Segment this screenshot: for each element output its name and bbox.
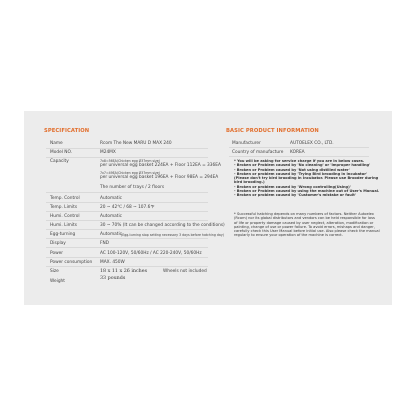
spec-value: per universal egg basket 224EA + Floor 112EA = 336EA <box>100 163 221 168</box>
note-line: - Broken or problem caused by 'Wrong controlling(Using)' <box>234 184 351 189</box>
note-line: (Rcom) nor its global distributors and vendors can be held responsible for loss <box>234 216 375 221</box>
note-line: * Successful hatching depends on many numbers of factors. Neither Autoelex <box>234 212 374 216</box>
divider <box>46 202 208 203</box>
divider <box>46 257 208 258</box>
spec-label: Name <box>50 141 63 146</box>
spec-label: Power <box>50 251 63 256</box>
spec-value: per universal egg basket 196EA + Floor 98EA = 294EA <box>100 175 219 180</box>
spec-label: Humi. Control <box>50 214 80 219</box>
info-value: AUTOELEX CO., LTD. <box>290 141 334 146</box>
spec-label: Size <box>50 269 59 274</box>
spec-panel <box>24 111 392 305</box>
note-line: - Broken or Problem caused by using the machine out of User's Manual. <box>234 189 380 194</box>
note-line: - Broken or Problem caused by 'Not using distilled water' <box>234 167 350 172</box>
divider <box>46 229 208 230</box>
note-line: (Please don't try bird brooding in Incubator. Please use Brooder during <box>234 176 379 181</box>
note-line: regularly to ensure your operation of the machine is correct. <box>234 233 343 238</box>
specification-title: SPECIFICATION <box>44 128 90 134</box>
info-label: Country of manufacture <box>232 150 284 155</box>
spec-value: 33 pounds <box>100 276 126 281</box>
divider <box>46 211 208 212</box>
spec-value: 20 ~ 42℃ / 68 ~ 107.6℉ <box>100 205 155 210</box>
divider <box>46 148 208 149</box>
basic-info-title: BASIC PRODUCT INFORMATION <box>226 128 319 134</box>
spec-value: 7x8=56EA(Chicken egg Ø37mm size) <box>100 159 160 163</box>
note-line: carefully check this User Manual before initial use. Also please check the manual <box>234 229 380 234</box>
note-line: - Broken or Problem caused by 'No cleaning' or 'Improper handling' <box>234 163 371 168</box>
spec-label: Display <box>50 241 66 246</box>
spec-label: Temp. Control <box>50 196 80 201</box>
divider <box>229 147 369 148</box>
spec-value: 30 ~ 70% (It can be changed according to the conditions) <box>100 223 225 228</box>
note-line: of life or property damage caused by user neglect, alteration, modification or <box>234 220 374 225</box>
note-line: - Broken or problem caused by 'Customer's mistake or fault' <box>234 193 356 198</box>
note-line: bird brooding.) <box>234 180 265 185</box>
spec-extra: Wheels not included <box>163 269 207 274</box>
note-line: - Broken or problem caused by 'Trying Bird brooding in Incubator' <box>234 171 368 176</box>
info-label: Manufacturer <box>232 141 261 146</box>
spec-label: Egg-turning <box>50 232 76 237</box>
spec-value: The number of trays / 2 floors <box>100 185 165 190</box>
spec-label: Humi. Limits <box>50 223 77 228</box>
spec-value: Rcom The New MARU D MAX 240 <box>100 141 172 146</box>
spec-note: (Egg-turning stop setting necessary 3 days before hatching day) <box>121 232 224 237</box>
spec-label: Power consumption <box>50 260 93 265</box>
spec-value: FND <box>100 241 109 246</box>
spec-label: Weight <box>50 279 65 284</box>
service-charge-notes <box>234 159 379 198</box>
note-line: * You will be asking for service charge if you are in below cases. <box>234 159 365 163</box>
divider <box>46 247 208 248</box>
spec-value: Automatic <box>100 196 123 201</box>
spec-value: MAX. 450W <box>100 260 125 265</box>
hatching-disclaimer <box>234 212 380 238</box>
spec-value: M24MX <box>100 150 116 155</box>
note-line: painting, change of use or power failure. To avoid errors, mishaps and danger, <box>234 224 375 229</box>
spec-label: Model NO. <box>50 150 73 155</box>
spec-value: 7x7=49EA(Chicken egg Ø37mm size) <box>100 171 160 175</box>
divider <box>229 156 369 157</box>
spec-label: Capacity <box>50 159 69 164</box>
divider <box>46 266 208 267</box>
spec-value: AC 100-120V, 50/60Hz / AC 220-240V, 50/60Hz <box>100 251 202 256</box>
info-value: KOREA <box>290 150 305 155</box>
spec-label: Temp. Limits <box>50 205 78 210</box>
divider <box>46 192 208 193</box>
spec-value: 18 x 11 x 26 inches <box>100 268 148 274</box>
spec-value: Automatic <box>100 214 123 219</box>
divider <box>46 220 208 221</box>
divider <box>46 157 208 158</box>
spec-value: Automatic <box>100 232 123 237</box>
divider <box>46 238 208 239</box>
